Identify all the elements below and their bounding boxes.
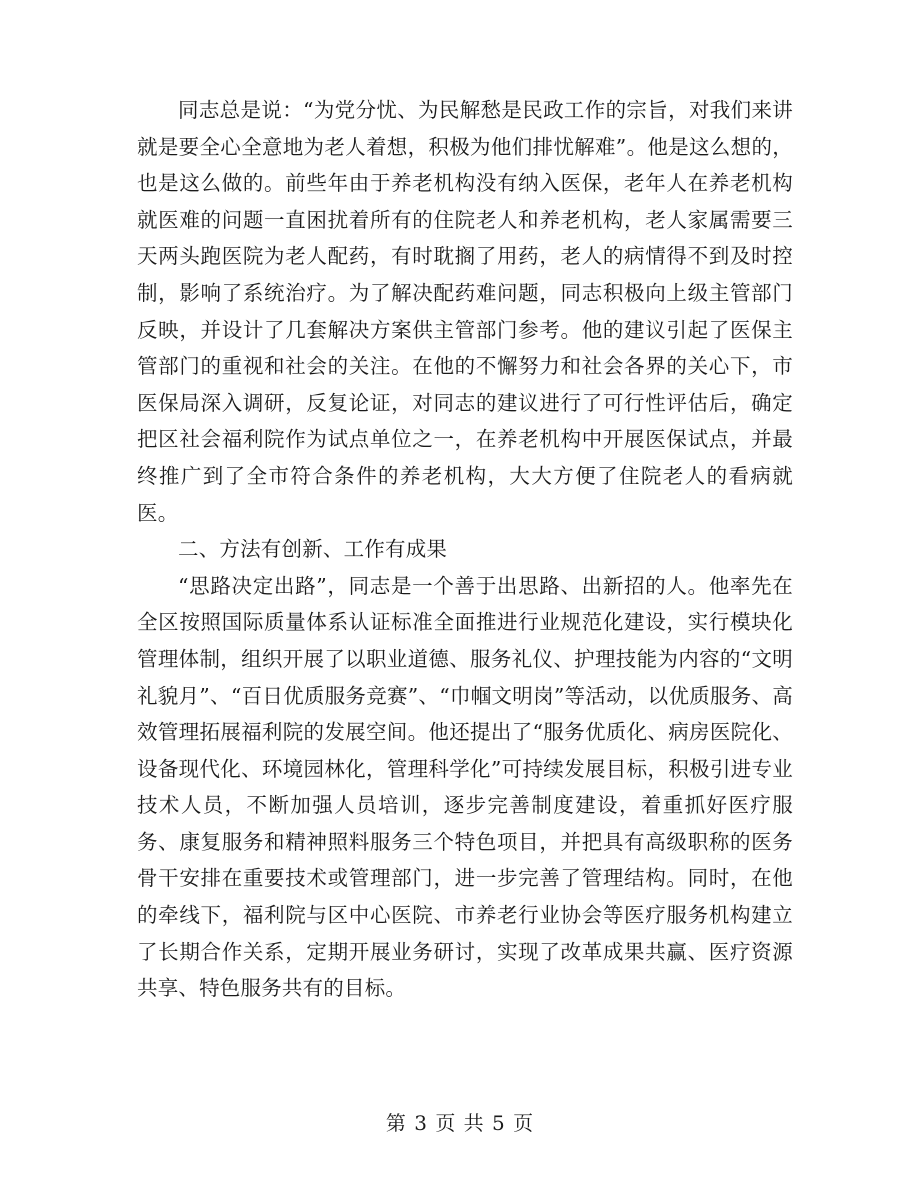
section-heading-innovation: 二、方法有创新、工作有成果 xyxy=(178,537,448,562)
paragraph-medical-insurance: 同志总是说：“为党分忧、为民解愁是民政工作的宗旨，对我们来讲就是要全心全意地为老人着想，积极为他们排忧解难”。他是这么想的，也是这么做的。前些年由于养老机构没有纳入医保，老年人在养老机构就医难的问题一直困扰着所有的住院老人和养老机构，老人家属需要三天两头跑医院为老人配药，有时耽搁了用药，老人的病情得不到及时控制，影响了系统治疗。为了解决配药难问题，同志积极向上级主管部门反映，并设计了几套解决方案供主管部门参考。他的建议引起了医保主管部门的重视和社会的关注。在他的不懈努力和社会各界的关心下，市医保局深入调研，反复论证，对同志的建议进行了可行性评估后，确定把区社会福利院作为试点单位之一，在养老机构中开展医保试点，并最终推广到了全市符合条件的养老机构，大大方便了住院老人的看病就医。 xyxy=(137,98,793,525)
page-number-footer: 第 3 页 共 5 页 xyxy=(385,1111,535,1135)
paragraph-innovation: “思路决定出路”，同志是一个善于出思路、出新招的人。他率先在全区按照国际质量体系认证标准全面推进行业规范化建设，实行模块化管理体制，组织开展了以职业道德、服务礼仪、护理技能为内容的“文明礼貌月”、“百日优质服务竞赛”、“巾帼文明岗”等活动，以优质服务、高效管理拓展福利院的发展空间。他还提出了“服务优质化、病房医院化、设备现代化、环境园林化，管理科学化”可持续发展目标，积极引进专业技术人员，不断加强人员培训，逐步完善制度建设，着重抓好医疗服务、康复服务和精神照料服务三个特色项目，并把具有高级职称的医务骨干安排在重要技术或管理部门，进一步完善了管理结构。同时，在他的牵线下，福利院与区中心医院、市养老行业协会等医疗服务机构建立了长期合作关系，定期开展业务研讨，实现了改革成果共赢、医疗资源共享、特色服务共有的目标。 xyxy=(137,573,793,1001)
document-body xyxy=(137,92,793,1007)
